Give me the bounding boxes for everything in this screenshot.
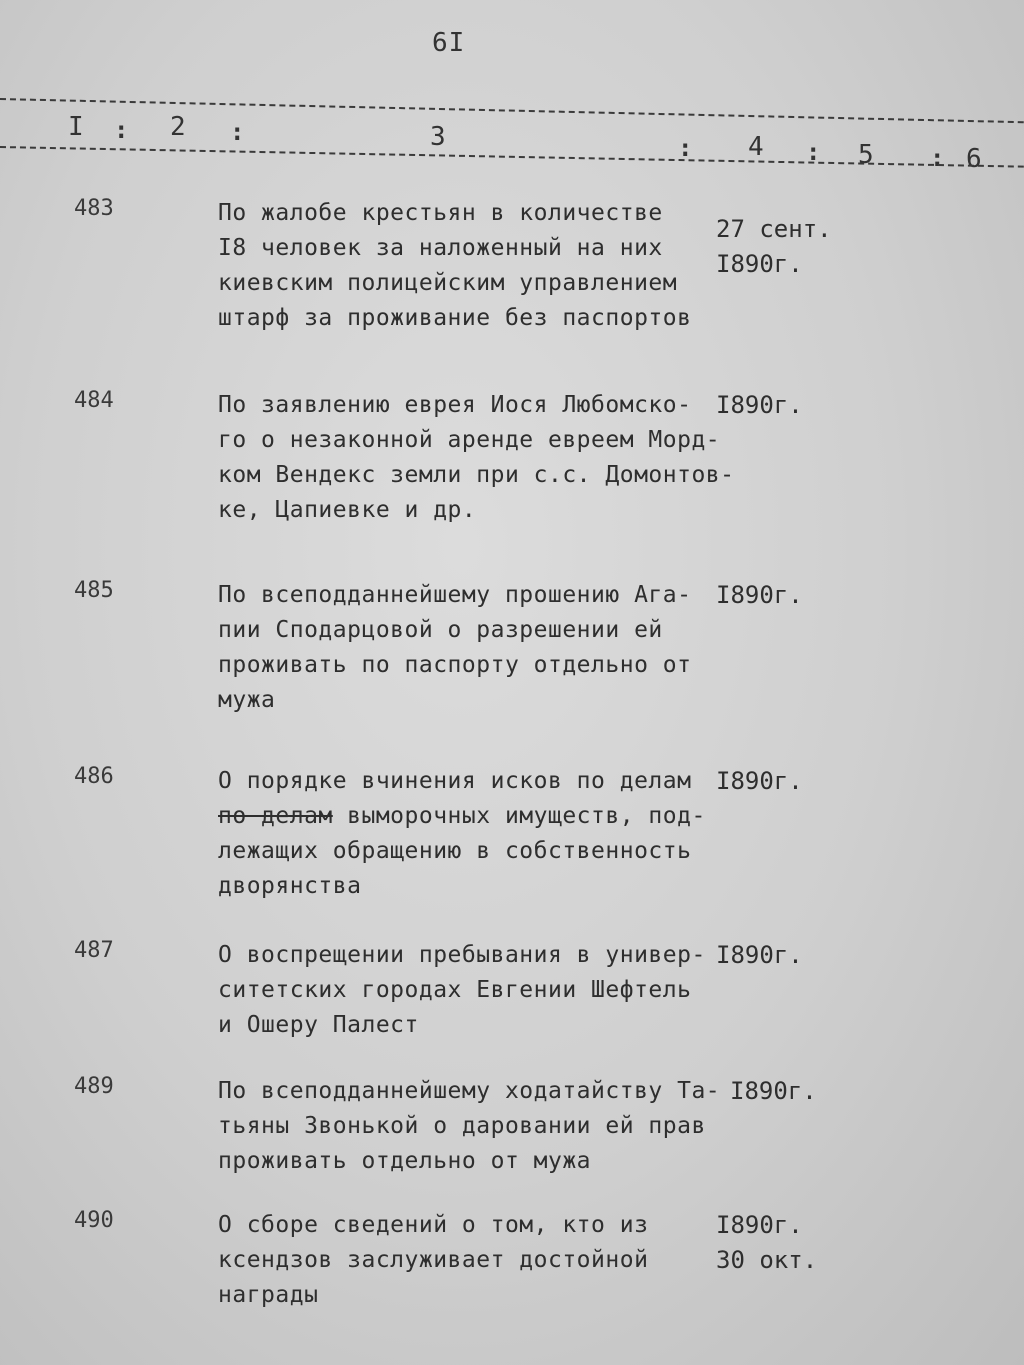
entry-line: и Ошеру Палест (218, 1012, 419, 1038)
entry-line: го о незаконной аренде евреем Морд- (218, 427, 721, 453)
entry-line: О порядке вчинения исков по делам (218, 768, 692, 794)
date-line: I890г. (716, 391, 803, 419)
column-number-2: 2 (170, 112, 186, 142)
entry-line: ксендзов заслуживает достойной (218, 1247, 649, 1273)
entry-number: 485 (74, 578, 114, 603)
header-rule-top (0, 98, 1024, 123)
entry-number: 489 (74, 1074, 114, 1099)
entry-description (218, 764, 718, 904)
column-number-5: 5 (858, 140, 874, 170)
entry-line: По жалобе крестьян в количестве (218, 200, 663, 226)
column-number-4: 4 (748, 132, 764, 162)
page-number: 6I (432, 28, 466, 58)
entry-line: По всеподданнейшему прошению Ага- (218, 582, 692, 608)
date-line: I890г. (716, 250, 803, 278)
entry-line: лежащих обращению в собственность (218, 838, 692, 864)
entry-line: киевским полицейским управлением (218, 270, 678, 296)
entry-number: 490 (74, 1208, 114, 1233)
entry-description (218, 578, 718, 718)
entry-number: 484 (74, 388, 114, 413)
date-line: I890г. (716, 581, 803, 609)
entry-line: ситетских городах Евгении Шефтель (218, 977, 692, 1003)
entry-line: дворянства (218, 873, 362, 899)
entry-number: 487 (74, 938, 114, 963)
date-line: 27 сент. (716, 215, 832, 243)
entry-date (716, 578, 803, 613)
entry-description (218, 1208, 718, 1313)
entry-number: 486 (74, 764, 114, 789)
entry-line: О воспрещении пребывания в универ- (218, 942, 706, 968)
entry-date (716, 212, 832, 282)
date-line: 30 окт. (716, 1246, 818, 1274)
entry-line: ке, Цапиевке и др. (218, 497, 477, 523)
entry-line: мужа (218, 687, 276, 713)
entry-line: тьяны Звонькой о даровании ей прав (218, 1113, 706, 1139)
entry-line: проживать по паспорту отдельно от (218, 652, 692, 678)
entry-date (730, 1074, 817, 1109)
entry-line: О сборе сведений о том, кто из (218, 1212, 649, 1238)
entry-line: По всеподданнейшему ходатайству Та- (218, 1078, 721, 1104)
entry-description (218, 196, 718, 336)
column-number-1: I (68, 112, 84, 142)
entry-date (716, 1208, 817, 1278)
column-separator: : (806, 138, 821, 166)
entry-line: I8 человек за наложенный на них (218, 235, 663, 261)
column-separator: : (930, 144, 945, 172)
struck-text: по делам (218, 803, 333, 829)
date-line: I890г. (716, 1211, 803, 1239)
entry-line (218, 799, 718, 834)
entry-line: штарф за проживание без паспортов (218, 305, 692, 331)
entry-line: ком Вендекс земли при с.с. Домонтов- (218, 462, 735, 488)
entry-number: 483 (74, 196, 114, 221)
entry-description (218, 388, 735, 528)
entry-date (716, 764, 803, 799)
entry-line-rest: выморочных имуществ, под- (332, 803, 706, 829)
entry-line: награды (218, 1282, 319, 1308)
column-separator: : (230, 118, 245, 146)
date-line: I890г. (730, 1077, 817, 1105)
column-number-6: 6 (966, 144, 982, 174)
entry-description (218, 938, 718, 1043)
entry-line: проживать отдельно от мужа (218, 1148, 592, 1174)
entry-line: По заявлению еврея Иося Любомско- (218, 392, 692, 418)
column-separator: : (678, 134, 693, 162)
column-number-3: 3 (430, 122, 446, 152)
date-line: I890г. (716, 767, 803, 795)
entry-date (716, 388, 803, 423)
entry-date (716, 938, 803, 973)
column-separator: : (114, 116, 129, 144)
entry-line: пии Сподарцовой о разрешении ей (218, 617, 663, 643)
date-line: I890г. (716, 941, 803, 969)
entry-description (218, 1074, 721, 1179)
